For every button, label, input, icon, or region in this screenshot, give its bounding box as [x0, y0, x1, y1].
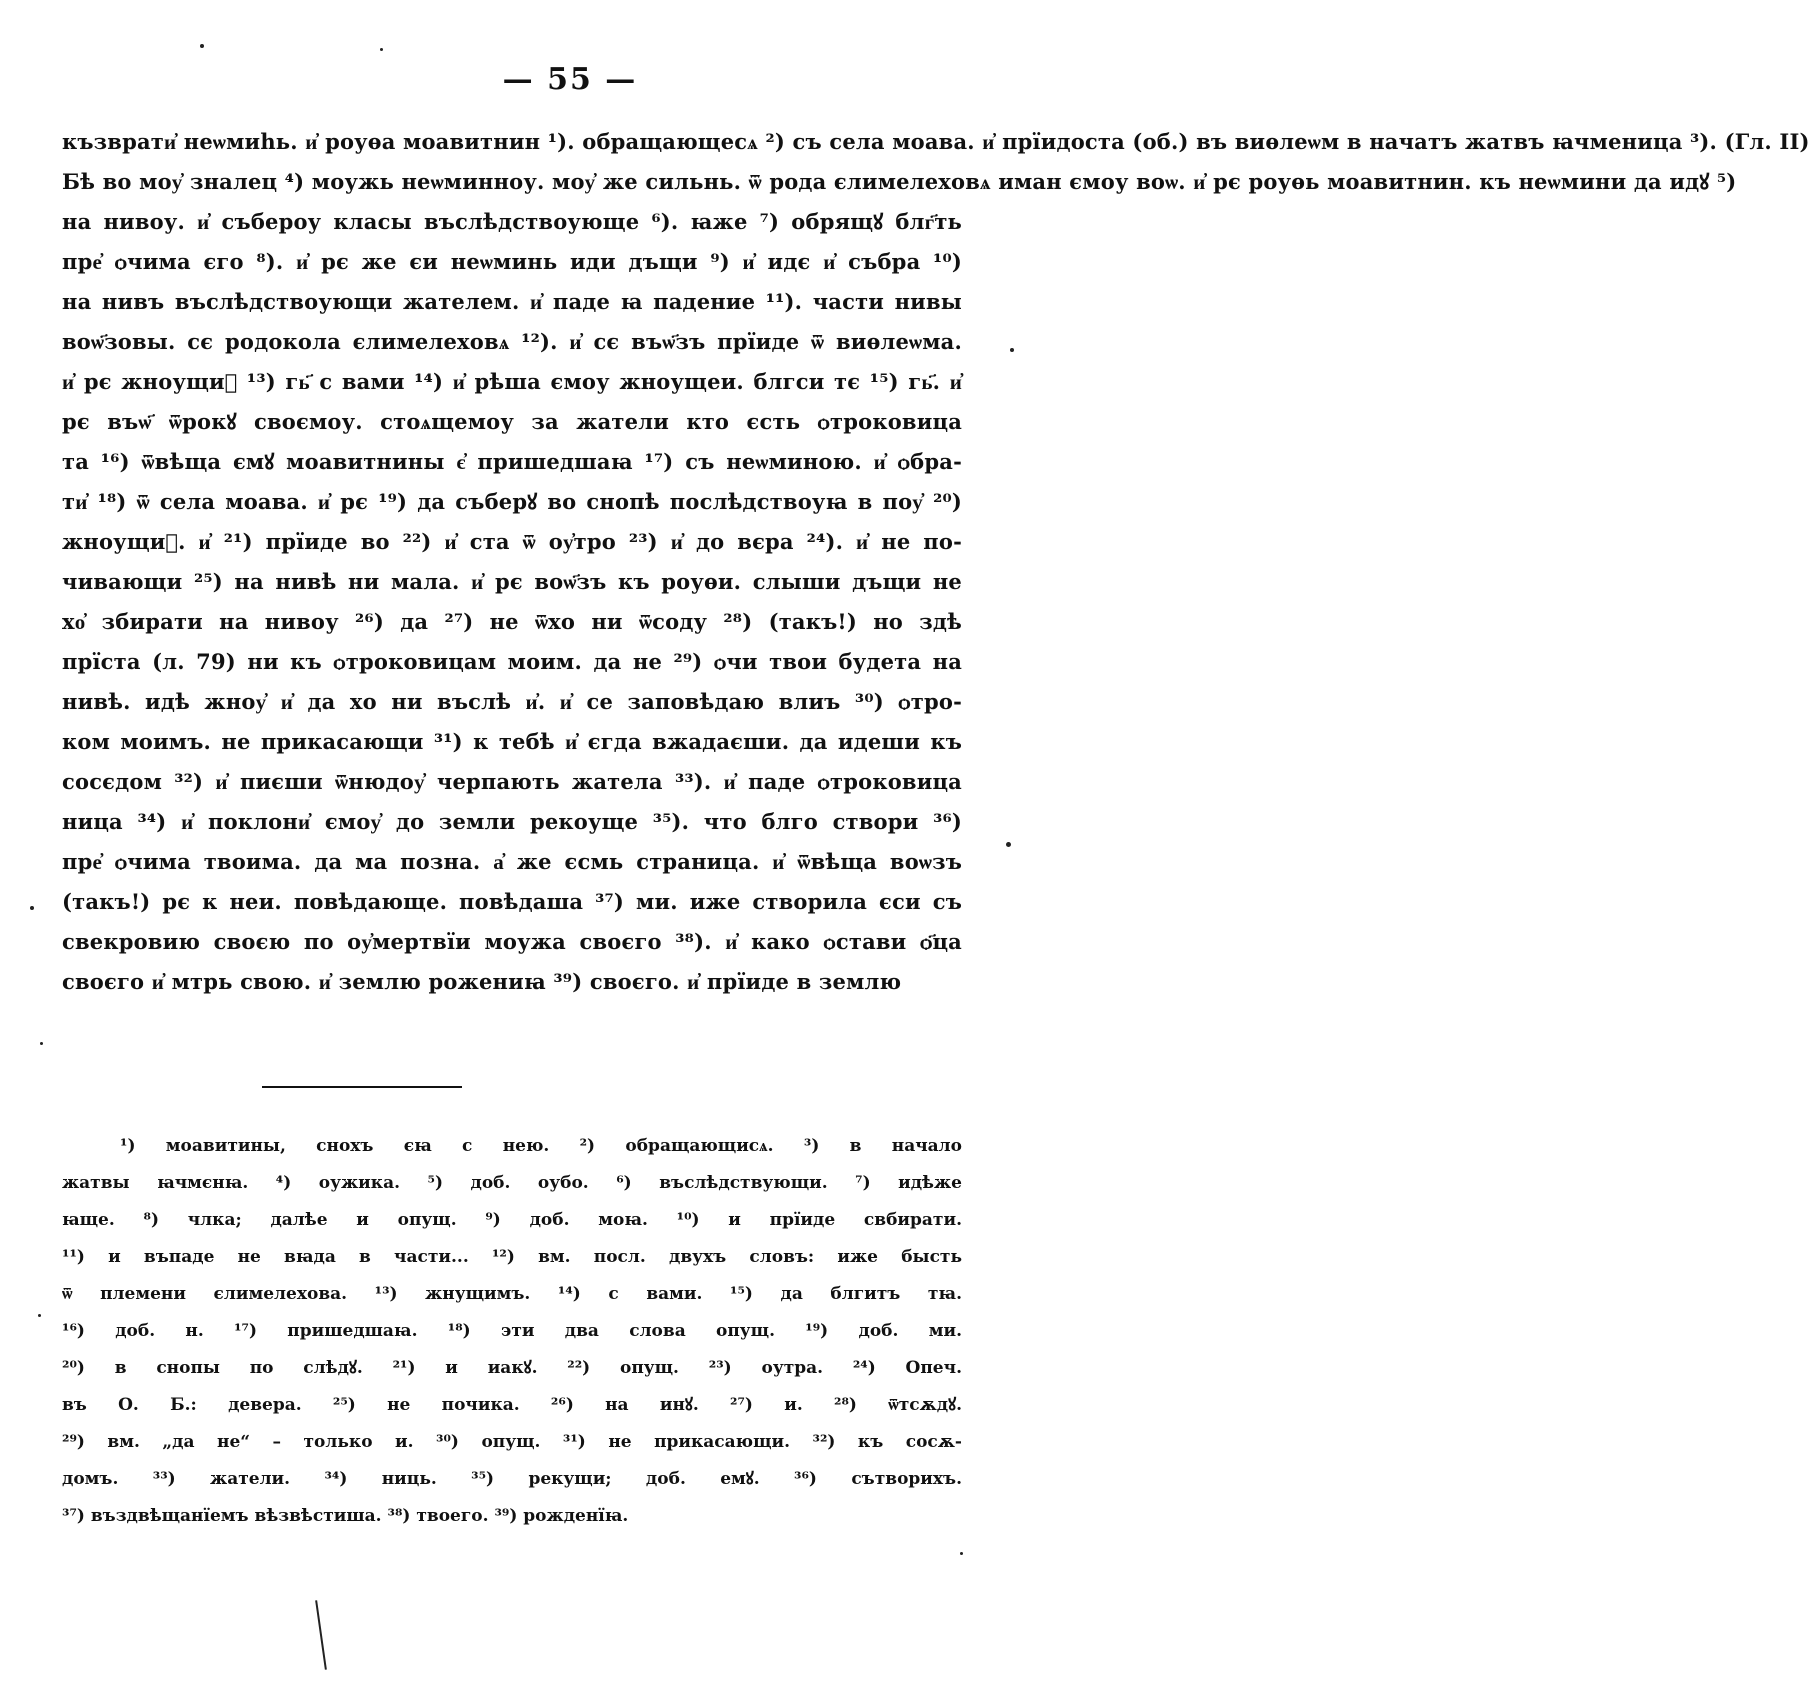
- scan-speck: [200, 44, 204, 48]
- footnote-line: ¹¹) и въпаде не вꙗда в части... ¹²) вм. посл. двухъ словъ: иже бысть: [62, 1247, 962, 1267]
- text-line: рє въѡ҃ ѿрокꙋ своємоу. стоѧщемоу за жатели кто єсть ѻтроковица: [62, 409, 962, 434]
- text-line: на нивоу. и҆ събероу класы въслѣдствоующе ⁶). ꙗже ⁷) обрящꙋ блг҃ть: [62, 209, 962, 234]
- footnote-line: ꙗще. ⁸) члка; далѣе и опущ. ⁹) доб. моꙗ. ¹⁰) и прїиде свбирати.: [62, 1210, 962, 1230]
- text-line: свекровию своєю по оу҆мертвїи моужа своєго ³⁸). и҆ како ѻстави ѻ҃ца: [62, 929, 962, 954]
- footnote-line: ¹⁶) доб. н. ¹⁷) пришедшаꙗ. ¹⁸) эти два слова опущ. ¹⁹) доб. ми.: [62, 1321, 962, 1341]
- scan-speck: [960, 1552, 963, 1555]
- main-text: [62, 122, 1810, 1002]
- text-line: воѡ҃зовы. сє родокола єлимелеховѧ ¹²). и҆ сє въѡ҃зъ прїиде ѿ виѳлеѡма.: [62, 329, 962, 354]
- text-line: пре҆ ѻчима єго ⁸). и҆ рє же єи неѡминь иди дъщи ⁹) и҆ идє и҆ събра ¹⁰): [62, 249, 962, 274]
- footnote-separator: [262, 1086, 462, 1088]
- text-line: и҆ рє жноущиⷨ ¹³) гь҃ с вами ¹⁴) и҆ рѣша ємоу жноущеи. блгси тє ¹⁵) гь҃. и҆: [62, 369, 962, 394]
- footnote-line: въ О. Б.: девера. ²⁵) не почика. ²⁶) на инꙋ. ²⁷) и. ²⁸) ѿтсѫдꙋ.: [62, 1395, 962, 1415]
- text-line: (такъ!) рє к неи. повѣдающе. повѣдаша ³⁷) ми. иже створила єси съ: [62, 889, 962, 914]
- text-line: ком моимъ. не прикасающи ³¹) к тебѣ и҆ єгда вжадаєши. да идеши къ: [62, 729, 962, 754]
- scan-speck: [40, 1042, 43, 1045]
- footnote-line: ѿ племени єлимелехова. ¹³) жнущимъ. ¹⁴) с вами. ¹⁵) да блгитъ тꙗ.: [62, 1284, 962, 1304]
- text-line: Бѣ во моу҆ зналец ⁴) моужь неѡминноу. моу҆ же сильнь. ѿ рода єлимелеховѧ иман ємоу воѡ. и҆ рє роуѳь моавитнин. къ неѡмини да идꙋ ⁵): [62, 169, 1737, 194]
- text-line: ти҆ ¹⁸) ѿ села моава. и҆ рє ¹⁹) да съберꙋ во снопѣ послѣдствоуꙗ в поу҆ ²⁰): [62, 489, 962, 514]
- text-line: чивающи ²⁵) на нивѣ ни мала. и҆ рє воѡ҃зъ къ роуѳи. слыши дъщи не: [62, 569, 962, 594]
- footnote-line: ¹) моавитины, снохъ єꙗ с нею. ²) обращающисѧ. ³) в начало: [120, 1136, 962, 1156]
- text-line: прїста (л. 79) ни къ ѻтроковицам моим. да не ²⁹) ѻчи твои будета на: [62, 649, 962, 674]
- scan-speck: [1010, 348, 1014, 352]
- text-line: своєго и҆ мтрь свою. и҆ землю рожениꙗ ³⁹) своєго. и҆ прїиде в землю: [62, 969, 902, 994]
- footnote-line: домъ. ³³) жатели. ³⁴) ниць. ³⁵) рекущи; доб. емꙋ. ³⁶) сътворихъ.: [62, 1469, 962, 1489]
- footnotes: [62, 1128, 962, 1535]
- page-number: — 55 —: [502, 62, 638, 97]
- scan-scratch: [315, 1600, 327, 1670]
- scan-speck: [1006, 842, 1011, 847]
- footnote-line: ²⁰) в снопы по слѣдꙋ. ²¹) и иакꙋ. ²²) опущ. ²³) оутра. ²⁴) Опеч.: [62, 1358, 962, 1378]
- text-line: жноущиⷯ. и҆ ²¹) прїиде во ²²) и҆ ста ѿ оу҆тро ²³) и҆ до вєра ²⁴). и҆ не по-: [62, 529, 962, 554]
- text-line: хо҆ збирати на нивоу ²⁶) да ²⁷) не ѿхо ни ѿсоду ²⁸) (такъ!) но здѣ: [62, 609, 962, 634]
- text-line: та ¹⁶) ѿвѣща ємꙋ моавитнины є҆ пришедшаꙗ ¹⁷) съ неѡминою. и҆ ѻбра-: [62, 449, 962, 474]
- text-line: на нивъ въслѣдствоующи жателем. и҆ паде ꙗ падение ¹¹). части нивы: [62, 289, 962, 314]
- scan-speck: [38, 1314, 41, 1317]
- footnote-line: ³⁷) въздвѣщанїемъ вѣзвѣстиша. ³⁸) твоего. ³⁹) рожденїꙗ.: [62, 1506, 629, 1526]
- scan-speck: [30, 906, 34, 910]
- text-line: къзврати҆ неѡмиhь. и҆ роуѳа моавитнин ¹). обращающесѧ ²) съ села моава. и҆ прїидоста (об.) въ виѳлеѡм в начатъ жатвъ ꙗчменица ³). (Гл. II): [62, 129, 1810, 154]
- footnote-line: жатвы ꙗчмєнꙗ. ⁴) оужика. ⁵) доб. оубо. ⁶) въслѣдствующи. ⁷) идѣже: [62, 1173, 962, 1193]
- text-line: нивѣ. идѣ жноу҆ и҆ да хо ни въслѣ и҆. и҆ се заповѣдаю влиъ ³⁰) ѻтро-: [62, 689, 962, 714]
- scan-speck: [380, 48, 383, 51]
- footnote-line: ²⁹) вм. „да не“ – только и. ³⁰) опущ. ³¹) не прикасающи. ³²) къ сосѫ-: [62, 1432, 962, 1452]
- text-line: ница ³⁴) и҆ поклони҆ ємоу҆ до земли рекоуще ³⁵). что блго створи ³⁶): [62, 809, 962, 834]
- text-line: пре҆ ѻчима твоима. да ма позна. а҆ же єсмь страница. и҆ ѿвѣща воѡзъ: [62, 849, 962, 874]
- text-line: сосєдом ³²) и҆ пиєши ѿнюдоу҆ черпають жатела ³³). и҆ паде ѻтроковица: [62, 769, 962, 794]
